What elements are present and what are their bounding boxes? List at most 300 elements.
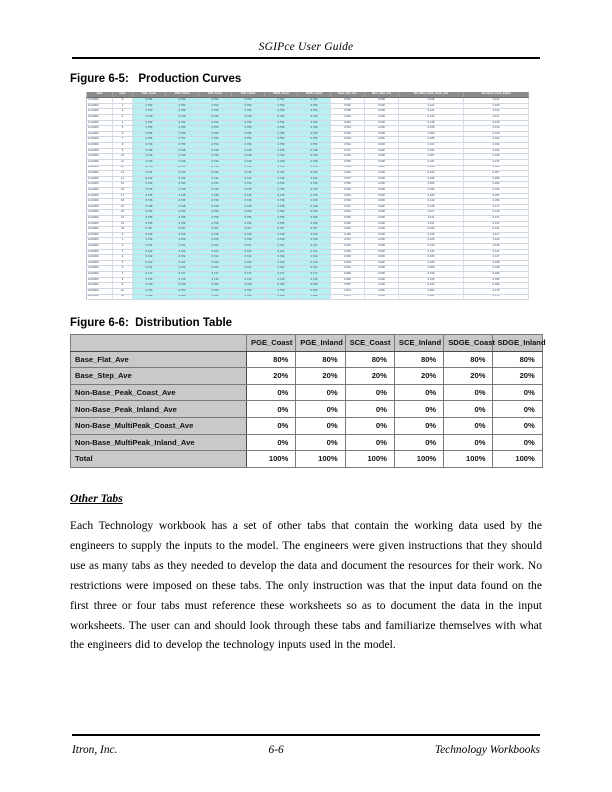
spreadsheet-cell: 1/1/2009 — [87, 98, 113, 104]
spreadsheet-cell: 0.499 — [331, 232, 365, 238]
spreadsheet-cell: 0.540 — [331, 120, 365, 126]
spreadsheet-cell: 0.754 — [133, 137, 166, 143]
spreadsheet-cell: 0.699 — [265, 294, 298, 300]
spreadsheet-cell: 0.748 — [265, 204, 298, 210]
spreadsheet-cell: 1/2/2009 — [87, 249, 113, 255]
spreadsheet-cell: 0.749 — [232, 159, 265, 165]
spreadsheet-cell: 0.745 — [199, 187, 232, 193]
distribution-cell: 0% — [493, 384, 542, 401]
distribution-cell: 0% — [444, 434, 493, 451]
spreadsheet-cell: 0.000 — [365, 154, 399, 160]
distribution-row — [71, 384, 543, 401]
spreadsheet-cell: 0.197 — [399, 159, 464, 165]
spreadsheet-cell: 0.700 — [133, 288, 166, 294]
spreadsheet-cell: 0.000 — [365, 283, 399, 289]
spreadsheet-cell: 0.729 — [232, 232, 265, 238]
spreadsheet-cell: 0.746 — [199, 199, 232, 205]
spreadsheet-cell: 0.729 — [199, 238, 232, 244]
spreadsheet-cell: 0.121 — [464, 249, 529, 255]
spreadsheet-cell: 0.746 — [298, 165, 331, 171]
spreadsheet-cell: 0.745 — [166, 193, 199, 199]
spreadsheet-cell: 0.745 — [133, 193, 166, 199]
distribution-cell: 0% — [444, 384, 493, 401]
spreadsheet-cell: 1/1/2009 — [87, 103, 113, 109]
spreadsheet-cell: 1/1/2009 — [87, 126, 113, 132]
spreadsheet-cell: 0.903 — [331, 260, 365, 266]
spreadsheet-cell: 1/2/2009 — [87, 244, 113, 250]
spreadsheet-cell: 0.700 — [166, 288, 199, 294]
distribution-cell: 20% — [444, 368, 493, 385]
footer-page-number: 6-6 — [268, 744, 284, 756]
spreadsheet-cell: 8 — [113, 143, 133, 149]
spreadsheet-cell: 0.699 — [199, 294, 232, 300]
distribution-cell: 0% — [394, 434, 443, 451]
spreadsheet-cell: 0.753 — [133, 210, 166, 216]
distribution-cell: 20% — [394, 368, 443, 385]
spreadsheet-cell: 0.742 — [166, 176, 199, 182]
spreadsheet-cell: 0.192 — [464, 148, 529, 154]
spreadsheet-cell: 0.756 — [298, 221, 331, 227]
spreadsheet-cell: 0.127 — [464, 215, 529, 221]
distribution-row-label: Base_Step_Ave — [71, 368, 247, 385]
spreadsheet-cell: 0.722 — [166, 260, 199, 266]
distribution-col-header: SDGE_Inland — [493, 335, 542, 352]
spreadsheet-cell: 0.140 — [464, 210, 529, 216]
spreadsheet-cell: 0.540 — [331, 98, 365, 104]
distribution-cell: 0% — [345, 434, 394, 451]
spreadsheet-cell: 0.748 — [265, 148, 298, 154]
spreadsheet-cell: 1/2/2009 — [87, 283, 113, 289]
spreadsheet-cell: 0.748 — [133, 204, 166, 210]
spreadsheet-cell: 0.699 — [133, 294, 166, 300]
spreadsheet-cell: 0.717 — [199, 272, 232, 278]
spreadsheet-cell: 1/1/2009 — [87, 199, 113, 205]
spreadsheet-cell: 0.187 — [399, 154, 464, 160]
spreadsheet-cell: 0.699 — [232, 294, 265, 300]
spreadsheet-cell: 0.729 — [133, 238, 166, 244]
distribution-cell: 0% — [296, 434, 345, 451]
spreadsheet-cell: 0.721 — [133, 266, 166, 272]
spreadsheet-cell: 0.748 — [232, 204, 265, 210]
spreadsheet-cell: 0.000 — [365, 115, 399, 121]
spreadsheet-cell: 0.756 — [265, 131, 298, 137]
spreadsheet-col-header: Hour — [113, 92, 133, 98]
spreadsheet-cell: 0.756 — [265, 221, 298, 227]
spreadsheet-cell: 0.699 — [298, 294, 331, 300]
spreadsheet-cell: 0.745 — [166, 187, 199, 193]
spreadsheet-cell: 0.749 — [133, 115, 166, 121]
spreadsheet-cell: 0.753 — [265, 143, 298, 149]
spreadsheet-cell: 0.000 — [365, 232, 399, 238]
spreadsheet-col-header: Base_Flat_Ave — [331, 92, 365, 98]
distribution-row-label: Base_Flat_Ave — [71, 351, 247, 368]
spreadsheet-cell: 0.530 — [331, 171, 365, 177]
distribution-cell: 20% — [247, 368, 296, 385]
spreadsheet-cell: 0.118 — [464, 244, 529, 250]
spreadsheet-cell: 0.000 — [365, 255, 399, 261]
spreadsheet-cell: 1/2/2009 — [87, 272, 113, 278]
distribution-cell: 20% — [345, 368, 394, 385]
spreadsheet-cell: 0.756 — [232, 131, 265, 137]
spreadsheet-cell: 0.756 — [166, 215, 199, 221]
spreadsheet-cell: 0.000 — [365, 260, 399, 266]
spreadsheet-cell: 0.117 — [464, 232, 529, 238]
spreadsheet-cell: 0.000 — [365, 120, 399, 126]
spreadsheet-cell: 0.111 — [399, 215, 464, 221]
spreadsheet-cell: 11 — [113, 159, 133, 165]
spreadsheet-cell: 0.323 — [464, 165, 529, 171]
spreadsheet-cell: 0.873 — [331, 294, 365, 300]
spreadsheet-cell: 0.749 — [265, 159, 298, 165]
spreadsheet-cell: 0.000 — [365, 227, 399, 233]
spreadsheet-cell: 0.752 — [232, 103, 265, 109]
spreadsheet-cell: 17 — [113, 193, 133, 199]
spreadsheet-cell: 0.750 — [232, 109, 265, 115]
spreadsheet-cell: 0.729 — [265, 238, 298, 244]
spreadsheet-cell: 0.272 — [464, 159, 529, 165]
spreadsheet-cell: 0.729 — [166, 232, 199, 238]
distribution-cell: 0% — [493, 417, 542, 434]
spreadsheet-cell: 0.529 — [331, 187, 365, 193]
header-rule — [72, 57, 540, 59]
spreadsheet-cell: 0.709 — [298, 283, 331, 289]
spreadsheet-cell: 0.742 — [232, 176, 265, 182]
spreadsheet-cell: 0.729 — [298, 238, 331, 244]
spreadsheet-cell: 0.744 — [199, 171, 232, 177]
spreadsheet-cell: 0.752 — [265, 120, 298, 126]
spreadsheet-cell: 0.722 — [166, 255, 199, 261]
distribution-row — [71, 351, 543, 368]
spreadsheet-cell: 19 — [113, 204, 133, 210]
spreadsheet-cell: 0.746 — [298, 199, 331, 205]
spreadsheet-cell: 1/1/2009 — [87, 221, 113, 227]
spreadsheet-cell: 1/1/2009 — [87, 171, 113, 177]
spreadsheet-cell: 0.546 — [331, 227, 365, 233]
spreadsheet-cell: 0.748 — [166, 204, 199, 210]
distribution-row-label: Non-Base_MultiPeak_Inland_Ave — [71, 434, 247, 451]
spreadsheet-cell: 0.745 — [265, 187, 298, 193]
distribution-cell: 0% — [345, 417, 394, 434]
spreadsheet-cell: 0.756 — [232, 221, 265, 227]
spreadsheet-cell: 0.722 — [166, 249, 199, 255]
spreadsheet-cell: 0.753 — [232, 143, 265, 149]
spreadsheet-cell: 0.755 — [265, 126, 298, 132]
distribution-cell: 0% — [247, 417, 296, 434]
spreadsheet-cell: 0.753 — [232, 210, 265, 216]
spreadsheet-cell: 0.249 — [399, 176, 464, 182]
spreadsheet-cell: 0.752 — [232, 98, 265, 104]
spreadsheet-cell: 0.753 — [166, 210, 199, 216]
spreadsheet-cell: 4 — [113, 120, 133, 126]
spreadsheet-cell: 0.746 — [199, 165, 232, 171]
spreadsheet-cell: 0.756 — [166, 131, 199, 137]
spreadsheet-cell: 0.147 — [464, 255, 529, 261]
spreadsheet-cell: 0.753 — [166, 143, 199, 149]
spreadsheet-cell: 0.757 — [199, 227, 232, 233]
spreadsheet-cell: 0.527 — [331, 176, 365, 182]
distribution-col-header: PGE_Coast — [247, 335, 296, 352]
spreadsheet-col-header: SCE_Coast — [199, 92, 232, 98]
spreadsheet-cell: 0.215 — [399, 277, 464, 283]
distribution-row-label: Non-Base_MultiPeak_Coast_Ave — [71, 417, 247, 434]
spreadsheet-cell: 0.753 — [133, 143, 166, 149]
spreadsheet-cell: 0.745 — [298, 187, 331, 193]
spreadsheet-cell: 1/2/2009 — [87, 266, 113, 272]
spreadsheet-cell: 0.721 — [298, 244, 331, 250]
spreadsheet-cell: 0.212 — [399, 283, 464, 289]
distribution-cell: 80% — [493, 351, 542, 368]
spreadsheet-cell: 0.749 — [166, 154, 199, 160]
spreadsheet-cell: 1/1/2009 — [87, 204, 113, 210]
spreadsheet-cell: 0.208 — [399, 266, 464, 272]
distribution-cell: 100% — [394, 451, 443, 468]
spreadsheet-cell: 0.240 — [399, 165, 464, 171]
spreadsheet-cell: 0.722 — [298, 255, 331, 261]
spreadsheet-cell: 0.700 — [232, 288, 265, 294]
spreadsheet-cell: 0.749 — [166, 115, 199, 121]
footer-left: Itron, Inc. — [72, 744, 118, 756]
spreadsheet-cell: 0.000 — [365, 143, 399, 149]
spreadsheet-cell: 0.700 — [265, 288, 298, 294]
spreadsheet-cell: 1/1/2009 — [87, 131, 113, 137]
spreadsheet-cell: 0.753 — [298, 210, 331, 216]
spreadsheet-cell: 5 — [113, 260, 133, 266]
spreadsheet-cell: 0.000 — [365, 187, 399, 193]
spreadsheet-cell: 9 — [113, 148, 133, 154]
distribution-cell: 20% — [296, 368, 345, 385]
spreadsheet-cell: 0.114 — [464, 98, 529, 104]
distribution-cell: 0% — [247, 384, 296, 401]
spreadsheet-cell: 0.183 — [399, 260, 464, 266]
distribution-col-header: PGE_Inland — [296, 335, 345, 352]
distribution-row — [71, 401, 543, 418]
spreadsheet-cell: 0.750 — [265, 109, 298, 115]
spreadsheet-cell: 0.745 — [199, 193, 232, 199]
spreadsheet-cell: 0.142 — [399, 249, 464, 255]
figure-6-6-caption: Figure 6-6: Distribution Table — [70, 317, 233, 329]
spreadsheet-cell: 0.541 — [331, 143, 365, 149]
spreadsheet-cell: 0.715 — [298, 277, 331, 283]
spreadsheet-col-header: SDGE_Inland — [298, 92, 331, 98]
spreadsheet-cell: 10 — [113, 154, 133, 160]
spreadsheet-cell: 0.752 — [133, 120, 166, 126]
spreadsheet-cell: 0.114 — [399, 221, 464, 227]
spreadsheet-cell: 0.540 — [331, 103, 365, 109]
distribution-cell: 0% — [444, 401, 493, 418]
spreadsheet-cell: 0.745 — [265, 193, 298, 199]
spreadsheet-cell: 0.750 — [133, 109, 166, 115]
spreadsheet-col-header: Base_Step_Ave — [365, 92, 399, 98]
spreadsheet-cell: 16 — [113, 187, 133, 193]
spreadsheet-cell: 21 — [113, 215, 133, 221]
spreadsheet-cell: 0.262 — [399, 182, 464, 188]
spreadsheet-cell: 0.529 — [331, 182, 365, 188]
spreadsheet-cell: 0.148 — [399, 204, 464, 210]
spreadsheet-cell: 0.745 — [232, 193, 265, 199]
spreadsheet-cell: 1/2/2009 — [87, 260, 113, 266]
spreadsheet-cell: 0.749 — [133, 154, 166, 160]
spreadsheet-cell: 0.000 — [365, 148, 399, 154]
spreadsheet-cell: 0.000 — [365, 182, 399, 188]
spreadsheet-cell: 0.142 — [399, 199, 464, 205]
distribution-cell: 0% — [394, 401, 443, 418]
spreadsheet-cell: 0.743 — [298, 182, 331, 188]
spreadsheet-cell: 0.293 — [464, 176, 529, 182]
distribution-cell: 0% — [296, 417, 345, 434]
spreadsheet-cell: 0.000 — [365, 165, 399, 171]
spreadsheet-cell: 0.755 — [298, 126, 331, 132]
spreadsheet-cell: 1/1/2009 — [87, 109, 113, 115]
spreadsheet-cell: 0.000 — [365, 199, 399, 205]
spreadsheet-col-header: PGE_Inland — [166, 92, 199, 98]
spreadsheet-cell: 0.533 — [331, 199, 365, 205]
distribution-cell: 0% — [247, 434, 296, 451]
spreadsheet-cell: 0.752 — [199, 120, 232, 126]
spreadsheet-cell: 0.756 — [265, 215, 298, 221]
spreadsheet-cell: 0.744 — [133, 171, 166, 177]
spreadsheet-cell: 0.721 — [199, 266, 232, 272]
spreadsheet-cell: 0.721 — [232, 244, 265, 250]
spreadsheet-cell: 0.721 — [232, 266, 265, 272]
spreadsheet-cell: 0.000 — [365, 171, 399, 177]
distribution-cell: 80% — [247, 351, 296, 368]
spreadsheet-cell: 1/2/2009 — [87, 238, 113, 244]
spreadsheet-cell: 0.755 — [133, 126, 166, 132]
spreadsheet-cell: 0.903 — [331, 249, 365, 255]
distribution-row — [71, 417, 543, 434]
spreadsheet-cell: 0.752 — [166, 103, 199, 109]
spreadsheet-col-header: SCE_Inland — [232, 92, 265, 98]
spreadsheet-cell: 0.743 — [199, 182, 232, 188]
spreadsheet-cell: 0.545 — [331, 221, 365, 227]
spreadsheet-cell: 0.213 — [399, 171, 464, 177]
spreadsheet-cell: 0.121 — [464, 227, 529, 233]
spreadsheet-cell: 0.130 — [464, 120, 529, 126]
spreadsheet-cell: 0.749 — [199, 115, 232, 121]
spreadsheet-cell: 0.755 — [166, 126, 199, 132]
spreadsheet-cell: 0.721 — [199, 244, 232, 250]
distribution-cell: 80% — [394, 351, 443, 368]
spreadsheet-cell: 0.748 — [166, 148, 199, 154]
spreadsheet-cell: 0.744 — [166, 171, 199, 177]
spreadsheet-cell: 0.700 — [199, 288, 232, 294]
spreadsheet-cell: 1/2/2009 — [87, 288, 113, 294]
spreadsheet-cell: 0.722 — [232, 255, 265, 261]
spreadsheet-cell: 1/1/2009 — [87, 143, 113, 149]
spreadsheet-cell: 0.538 — [331, 109, 365, 115]
spreadsheet-cell: 0.000 — [365, 277, 399, 283]
distribution-cell: 100% — [345, 451, 394, 468]
spreadsheet-cell: 0.215 — [399, 272, 464, 278]
spreadsheet-cell: 0.754 — [166, 137, 199, 143]
spreadsheet-cell: 0.729 — [199, 232, 232, 238]
distribution-row — [71, 368, 543, 385]
distribution-cell: 0% — [296, 401, 345, 418]
spreadsheet-cell: 0.000 — [365, 249, 399, 255]
spreadsheet-cell: 0.754 — [265, 137, 298, 143]
spreadsheet-cell: 0.000 — [365, 193, 399, 199]
section-paragraph: Each Technology workbook has a set of other tabs that contain the working data used by the engineers to supply the inputs to the model. The engineers were given instructions that they should use as many tabs as they needed to develop the data and document the resources for their work. No restrictions were imposed on these tabs. The only instruction was that the input data found on the first three or four tabs must reference these worksheets so as to document the data in the input worksheets. The user can and should look through these tabs and familiarize themselves with what the engineers did to develop the technology inputs used in the model. — [70, 519, 542, 652]
footer-rule — [72, 734, 540, 736]
spreadsheet-cell: 6 — [113, 266, 133, 272]
spreadsheet-cell: 1/2/2009 — [87, 277, 113, 283]
spreadsheet-cell: 0.750 — [298, 109, 331, 115]
spreadsheet-body — [87, 98, 529, 300]
spreadsheet-cell: 1/2/2009 — [87, 294, 113, 300]
spreadsheet-cell: 0.748 — [199, 148, 232, 154]
spreadsheet-cell: 0.715 — [232, 277, 265, 283]
spreadsheet-col-header: Non-Base_Peak_Coast_Ave — [399, 92, 464, 98]
distribution-corner-cell — [71, 335, 247, 352]
spreadsheet-cell: 0.722 — [133, 249, 166, 255]
spreadsheet-cell: 0.168 — [464, 260, 529, 266]
spreadsheet-cell: 0.748 — [298, 148, 331, 154]
spreadsheet-cell: 1/1/2009 — [87, 154, 113, 160]
spreadsheet-cell: 0.756 — [199, 215, 232, 221]
distribution-cell: 0% — [394, 417, 443, 434]
spreadsheet-cell: 0.729 — [298, 232, 331, 238]
distribution-cell: 0% — [493, 401, 542, 418]
distribution-row-label: Total — [71, 451, 247, 468]
spreadsheet-cell: 0.160 — [464, 131, 529, 137]
distribution-cell: 0% — [345, 401, 394, 418]
spreadsheet-cell: 0.752 — [232, 120, 265, 126]
spreadsheet-cell: 0.177 — [464, 204, 529, 210]
spreadsheet-cell: 0.196 — [464, 277, 529, 283]
spreadsheet-cell: 0.721 — [265, 244, 298, 250]
running-head: SGIPce User Guide — [258, 41, 354, 53]
spreadsheet-cell: 0.874 — [331, 288, 365, 294]
spreadsheet-cell: 0.729 — [232, 238, 265, 244]
spreadsheet-cell: 0.545 — [331, 215, 365, 221]
spreadsheet-cell: 20 — [113, 210, 133, 216]
spreadsheet-cell: 0.757 — [265, 227, 298, 233]
spreadsheet-cell: 0.742 — [298, 176, 331, 182]
spreadsheet-cell: 0.543 — [331, 137, 365, 143]
spreadsheet-cell: 0.204 — [464, 199, 529, 205]
spreadsheet-cell: 0.000 — [365, 210, 399, 216]
distribution-cell: 100% — [296, 451, 345, 468]
distribution-cell: 0% — [493, 434, 542, 451]
spreadsheet-cell: 0.000 — [365, 215, 399, 221]
spreadsheet-cell: 0.119 — [464, 238, 529, 244]
spreadsheet-cell: 0.722 — [133, 260, 166, 266]
spreadsheet-cell: 0 — [113, 232, 133, 238]
spreadsheet-cell: 0.746 — [166, 199, 199, 205]
spreadsheet-cell: 0.752 — [199, 103, 232, 109]
spreadsheet-cell: 0.123 — [464, 221, 529, 227]
spreadsheet-cell: 1/1/2009 — [87, 215, 113, 221]
spreadsheet-cell: 1/1/2009 — [87, 148, 113, 154]
distribution-cell: 0% — [296, 384, 345, 401]
spreadsheet-cell: 0.750 — [166, 109, 199, 115]
spreadsheet-cell: 0.000 — [365, 137, 399, 143]
spreadsheet-cell: 0.722 — [199, 249, 232, 255]
distribution-cell: 80% — [296, 351, 345, 368]
spreadsheet-cell: 0.901 — [331, 244, 365, 250]
distribution-cell: 80% — [345, 351, 394, 368]
spreadsheet-cell: 0.722 — [265, 255, 298, 261]
spreadsheet-cell: 0.158 — [399, 126, 464, 132]
spreadsheet-cell: 0.742 — [265, 176, 298, 182]
spreadsheet-cell: 13 — [113, 171, 133, 177]
page-footer — [72, 744, 540, 756]
spreadsheet-cell: 1/1/2009 — [87, 165, 113, 171]
spreadsheet-cell: 0.901 — [331, 266, 365, 272]
spreadsheet-cell: 0.709 — [232, 283, 265, 289]
spreadsheet-cell: 0.721 — [265, 266, 298, 272]
spreadsheet-cell: 0.721 — [166, 266, 199, 272]
